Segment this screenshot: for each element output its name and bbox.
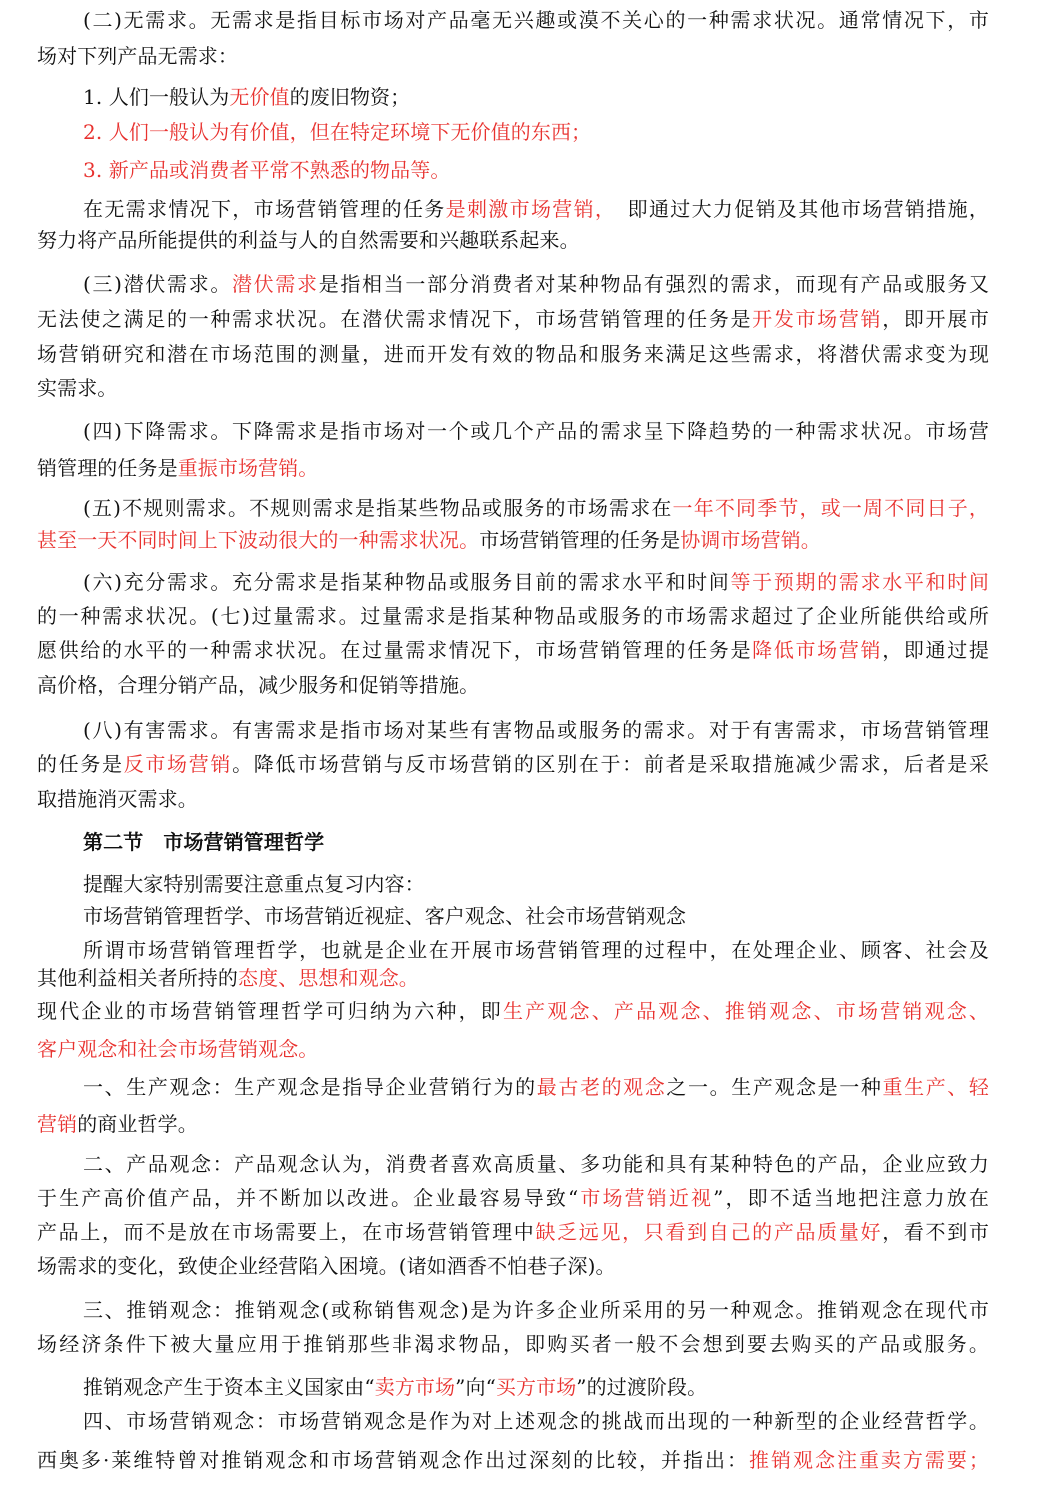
text-line <box>37 787 198 811</box>
text-span: ，即开展市 <box>882 307 989 331</box>
text-line <box>83 158 450 182</box>
text-line <box>83 570 989 594</box>
text-span: (六)充分需求。充分需求是指某种物品或服务目前的需求水平和时间 <box>83 570 731 594</box>
highlighted-text: 最古老的观念 <box>536 1075 667 1099</box>
highlighted-text: 市场营销近视 <box>578 1186 714 1210</box>
text-span: 推销观念产生于资本主义国家由“ <box>83 1375 375 1399</box>
text-span: 努力将产品所能提供的利益与人的自然需要和兴趣联系起来。 <box>37 228 580 252</box>
text-span: 愿供给的水平的一种需求状况。在过量需求情况下，市场营销管理的任务是 <box>37 638 753 662</box>
highlighted-text: 3. 新产品或消费者平常不熟悉的物品等。 <box>83 158 451 182</box>
text-line <box>83 8 989 32</box>
text-line <box>37 1112 198 1136</box>
text-span: ，即通过提 <box>882 638 989 662</box>
text-span: 场对下列产品无需求： <box>37 44 238 68</box>
text-span: 四、市场营销观念：市场营销观念是作为对上述观念的挑战而出现的一种新型的企业经营哲学。 <box>83 1409 989 1433</box>
text-span: 第二节 市场营销管理哲学 <box>83 830 325 854</box>
text-span: ”的过渡阶段。 <box>576 1375 708 1399</box>
text-line <box>37 638 989 662</box>
text-span: (五)不规则需求。不规则需求是指某些物品或服务的市场需求在 <box>83 496 673 520</box>
text-span: 其他利益相关者所持的 <box>37 966 238 990</box>
text-span: 市场营销管理的任务是 <box>479 528 681 552</box>
text-span: 1. 人们一般认为 <box>83 85 230 109</box>
highlighted-text: 生产观念、产品观念、推销观念、市场营销观念、 <box>502 999 989 1023</box>
highlighted-text: 开发市场营销 <box>752 307 883 331</box>
highlighted-text: 营销 <box>37 1112 78 1136</box>
text-line <box>83 718 989 742</box>
highlighted-text: 协调市场营销。 <box>680 528 821 552</box>
text-span: 一、生产观念：生产观念是指导企业营销行为的 <box>83 1075 537 1099</box>
highlighted-text: 重振市场营销。 <box>177 456 319 480</box>
text-span: 的任务是 <box>37 752 124 776</box>
highlighted-text: 缺乏远见，只看到自己的产品质量好 <box>535 1220 883 1244</box>
text-line <box>37 1186 989 1210</box>
text-line <box>83 1298 989 1322</box>
text-line <box>37 1037 318 1061</box>
highlighted-text: 卖方市场 <box>374 1375 456 1399</box>
text-line <box>37 342 989 366</box>
text-span: 场营销研究和潜在市场范围的测量，进而开发有效的物品和服务来满足这些需求，将潜伏需求变为现 <box>37 342 989 366</box>
text-span: 三、推销观念：推销观念(或称销售观念)是为许多企业所采用的另一种观念。推销观念在现代市 <box>83 1298 989 1322</box>
highlighted-text: 无价值 <box>229 85 290 109</box>
highlighted-text: 等于预期的需求水平和时间 <box>730 570 989 594</box>
text-span: 的商业哲学。 <box>77 1112 198 1136</box>
text-span: 场经济条件下被大量应用于推销那些非渴求物品，即购买者一般不会想到要去购买的产品或服务。 <box>37 1332 989 1356</box>
text-span: 。降低市场营销与反市场营销的区别在于：前者是采取措施减少需求，后者是采 <box>232 752 990 776</box>
text-span: 所谓市场营销管理哲学，也就是企业在开展市场营销管理的过程中，在处理企业、顾客、社会及 <box>83 938 989 962</box>
highlighted-text: 反市场营销 <box>123 752 233 776</box>
text-line <box>37 1448 989 1472</box>
text-line <box>83 1409 989 1433</box>
text-line <box>37 673 479 697</box>
text-span: ，看不到市 <box>882 1220 989 1244</box>
text-span: (四)下降需求。下降需求是指市场对一个或几个产品的需求呈下降趋势的一种需求状况。市场营 <box>83 419 989 443</box>
highlighted-text: 态度、思想和观念。 <box>238 966 419 990</box>
text-line <box>37 604 989 628</box>
text-line <box>37 528 821 552</box>
text-line <box>83 904 686 928</box>
highlighted-text: 潜伏需求 <box>232 272 319 296</box>
text-line <box>83 872 425 896</box>
text-line <box>37 456 318 480</box>
text-span: (三)潜伏需求。 <box>83 272 232 296</box>
text-span: 销管理的任务是 <box>37 456 178 480</box>
highlighted-text: 买方市场 <box>495 1375 577 1399</box>
text-span: 在无需求情况下，市场营销管理的任务 <box>83 197 446 221</box>
text-span: 产品上，而不是放在市场需要上，在市场营销管理中 <box>37 1220 536 1244</box>
text-line <box>83 1152 989 1176</box>
section-heading <box>83 830 324 854</box>
text-line <box>83 85 410 109</box>
highlighted-text: 2. 人们一般认为有价值，但在特定环境下无价值的东西； <box>83 120 592 144</box>
text-line <box>83 1375 707 1399</box>
text-span: 场需求的变化，致使企业经营陷入困境。(诸如酒香不怕巷子深)。 <box>37 1254 616 1278</box>
text-span: 二、产品观念：产品观念认为，消费者喜欢高质量、多功能和具有某种特色的产品，企业应致力 <box>83 1152 989 1176</box>
highlighted-text: 甚至一天不同时间上下波动很大的一种需求状况。 <box>37 528 480 552</box>
text-span: (二)无需求。无需求是指目标市场对产品毫无兴趣或漠不关心的一种需求状况。通常情况下，市 <box>83 8 989 32</box>
text-span: ”，即不适当地把注意力放在 <box>713 1186 989 1210</box>
text-span: ”向“ <box>455 1375 496 1399</box>
text-span: 之一。生产观念是一种 <box>666 1075 883 1099</box>
highlighted-text: 推销观念注重卖方需要； <box>749 1448 989 1472</box>
text-span: (八)有害需求。有害需求是指市场对某些有害物品或服务的需求。对于有害需求，市场营销管理 <box>83 718 989 742</box>
highlighted-text: 一年不同季节，或一周不同日子， <box>672 496 990 520</box>
highlighted-text: 降低市场营销 <box>752 638 883 662</box>
text-line <box>83 419 989 443</box>
text-line <box>37 966 419 990</box>
highlighted-text: 是刺激市场营销， <box>445 197 607 221</box>
text-span: 高价格，合理分销产品，减少服务和促销等措施。 <box>37 673 480 697</box>
highlighted-text: 重生产、轻 <box>882 1075 990 1099</box>
text-line <box>37 44 238 68</box>
text-line <box>83 1075 989 1099</box>
text-span: 的废旧物资； <box>289 85 411 109</box>
text-span: 无法使之满足的一种需求状况。在潜伏需求情况下，市场营销管理的任务是 <box>37 307 753 331</box>
text-line <box>37 1254 616 1278</box>
text-span: 的一种需求状况。(七)过量需求。过量需求是指某种物品或服务的市场需求超过了企业所能供给或所 <box>37 604 989 628</box>
text-line <box>37 1220 989 1244</box>
text-line <box>37 999 989 1023</box>
text-span: 是指相当一部分消费者对某种物品有强烈的需求，而现有产品或服务又 <box>318 272 990 296</box>
text-line <box>83 197 989 221</box>
text-line <box>83 938 989 962</box>
text-span: 市场营销管理哲学、市场营销近视症、客户观念、社会市场营销观念 <box>83 904 686 928</box>
text-span: 即通过大力促销及其他市场营销措施， <box>606 197 989 221</box>
text-span: 于生产高价值产品，并不断加以改进。企业最容易导致“ <box>37 1186 579 1210</box>
text-line <box>37 228 580 252</box>
text-span: 提醒大家特别需要注意重点复习内容： <box>83 872 425 896</box>
highlighted-text: 客户观念和社会市场营销观念。 <box>37 1037 319 1061</box>
text-line <box>83 120 591 144</box>
text-span: 取措施消灭需求。 <box>37 787 198 811</box>
text-line <box>37 307 989 331</box>
text-span: 现代企业的市场营销管理哲学可归纳为六种，即 <box>37 999 503 1023</box>
text-line <box>83 496 989 520</box>
text-line <box>37 1332 989 1356</box>
text-line <box>83 272 989 296</box>
text-span: 西奥多·莱维特曾对推销观念和市场营销观念作出过深刻的比较，并指出： <box>37 1448 749 1472</box>
text-line <box>37 376 117 400</box>
text-line <box>37 752 989 776</box>
text-span: 实需求。 <box>37 376 118 400</box>
